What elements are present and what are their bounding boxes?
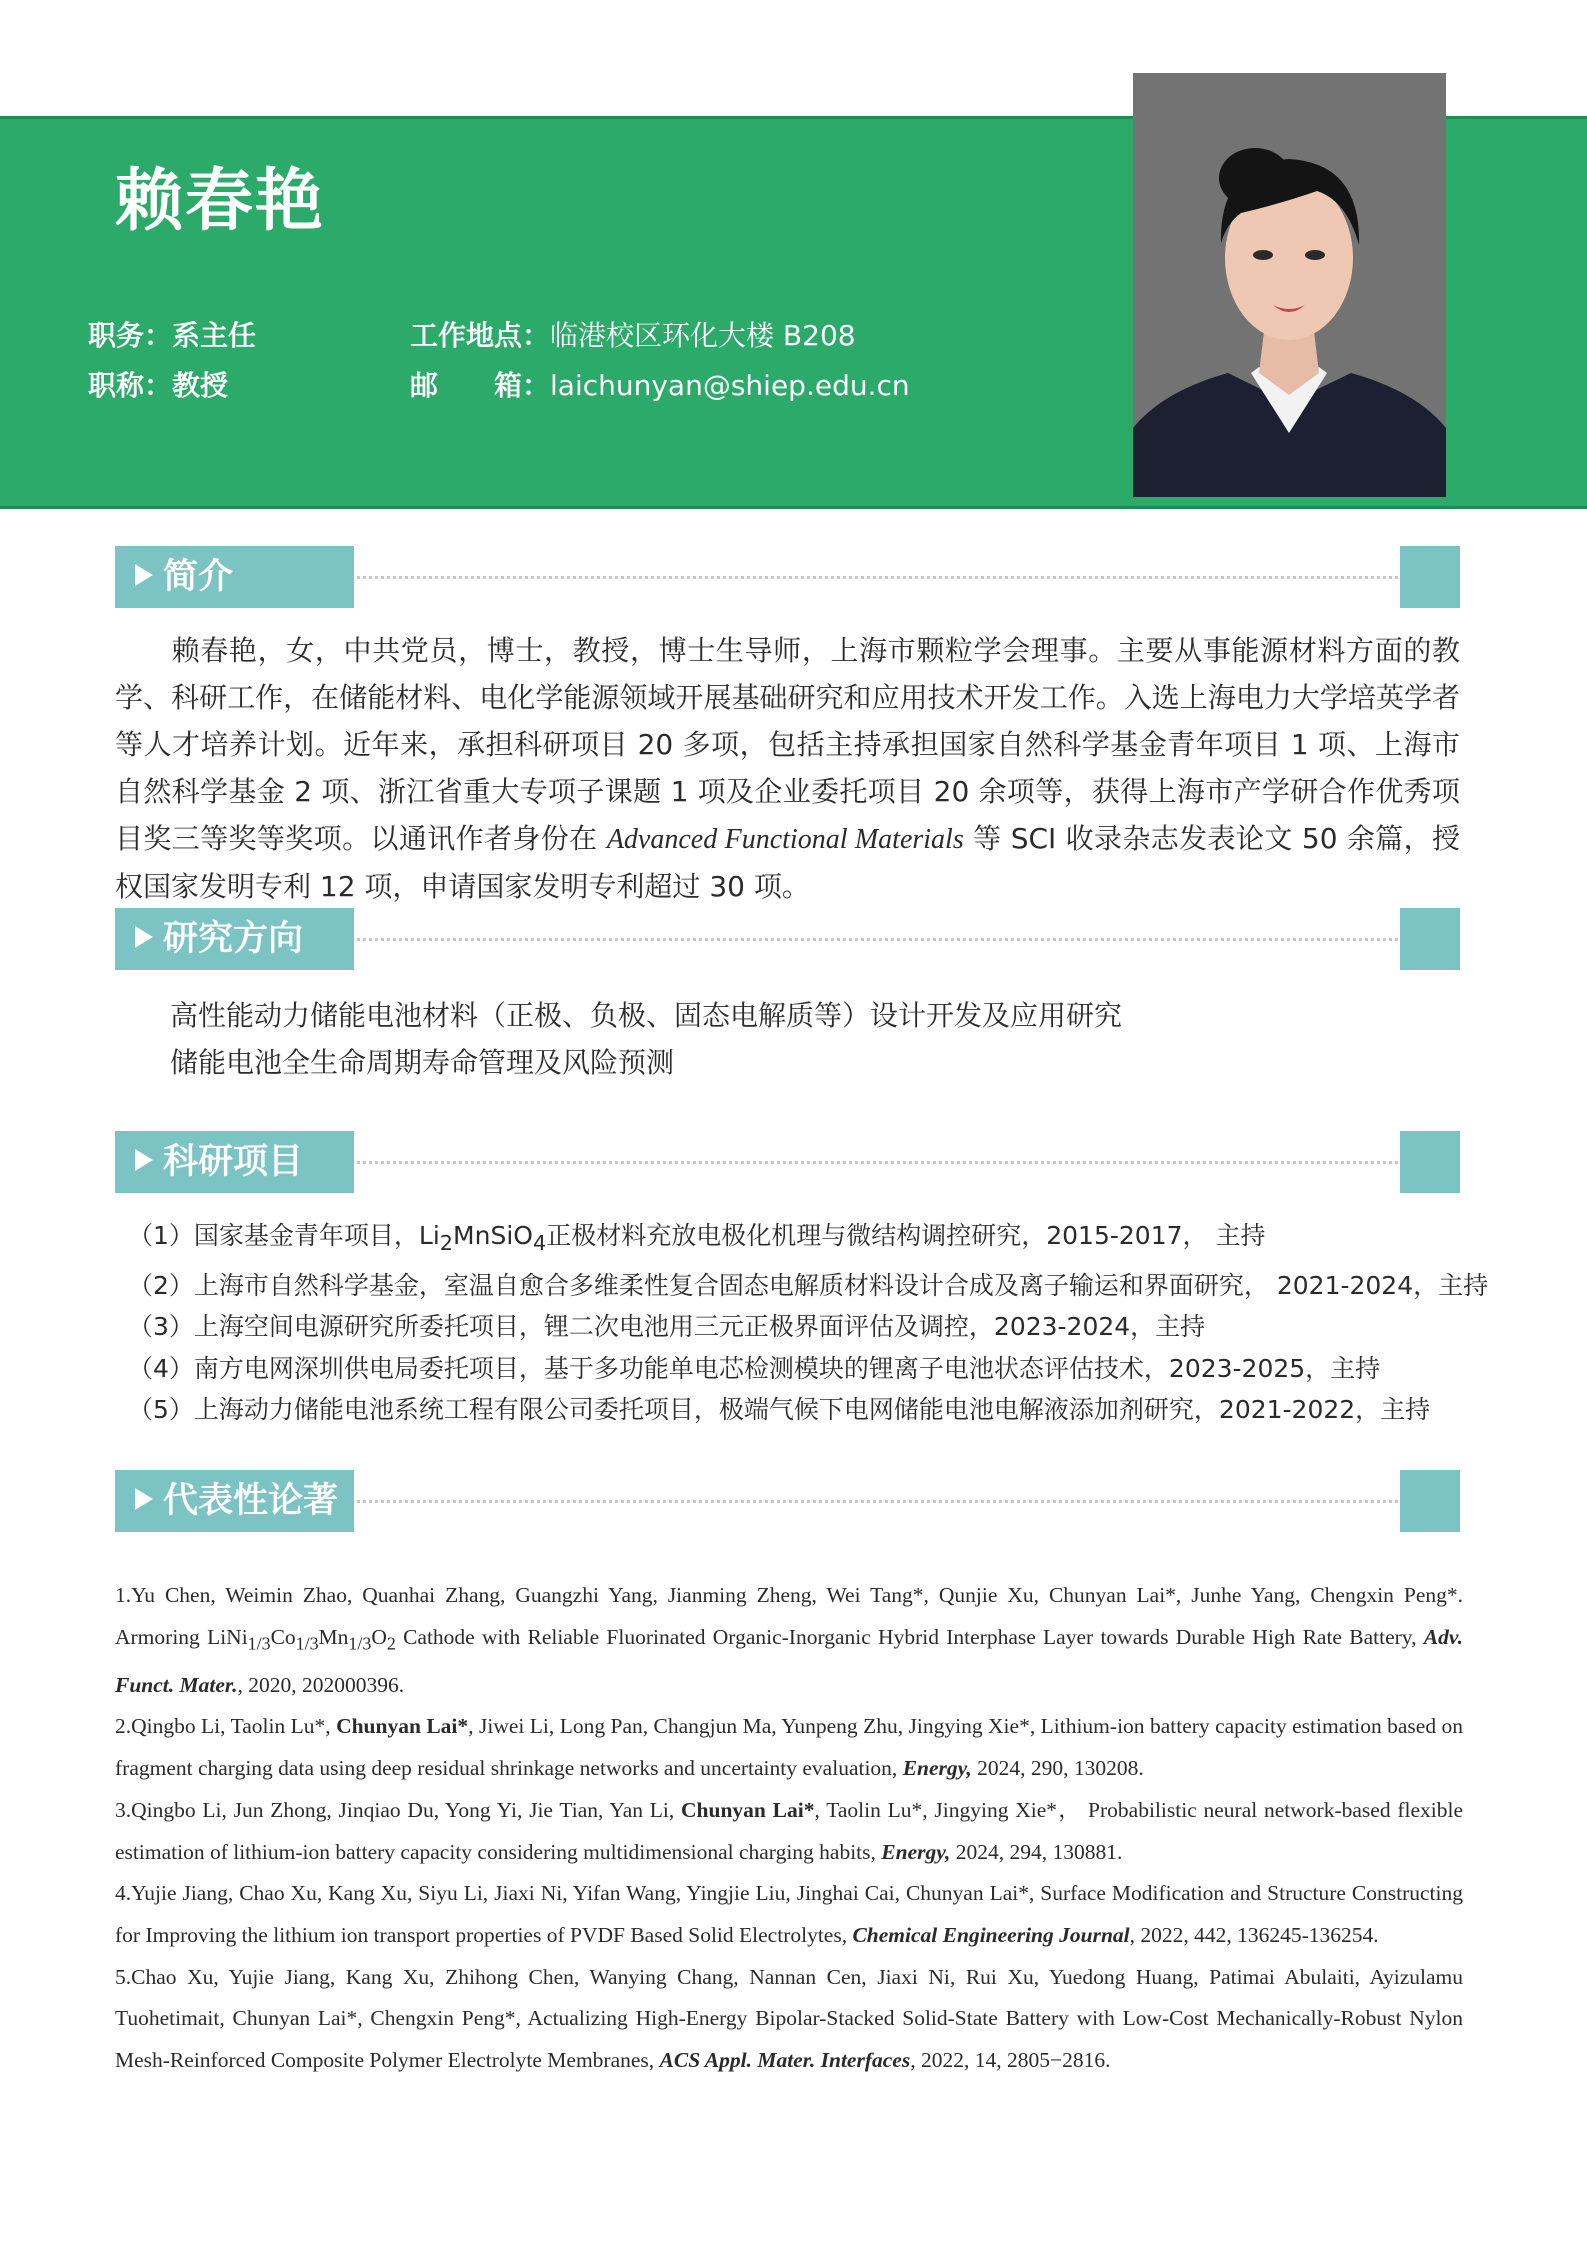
section-cap — [1400, 1470, 1460, 1532]
project-item: （2）上海市自然科学基金，室温自愈合多维柔性复合固态电解质材料设计合成及离子输运和界面研究， 2021-2024，主持 — [128, 1270, 1489, 1300]
section-title: 代表性论著 — [163, 1481, 339, 1521]
triangle-icon — [135, 926, 153, 948]
title-label: 职称： — [88, 369, 173, 402]
section-cap — [1400, 908, 1460, 970]
project-item: （3）上海空间电源研究所委托项目，锂二次电池用三元正极界面评估及调控，2023-2024，主持 — [128, 1312, 1206, 1341]
section-title: 科研项目 — [163, 1142, 304, 1182]
journal-name: Chemical Engineering Journal — [852, 1922, 1130, 1947]
intro-text-before: 赖春艳，女，中共党员，博士，教授，博士生导师，上海市颗粒学会理事。主要从事能源材料方面的教学、科研工作，在储能材料、电化学能源领域开展基础研究和应用技术开发工作。入选上海电力大学培英学者等人才培养计划。近年来，承担科研项目 20 多项，包括主持承担国家自然科学基金青年项目 1 项、上海市自然科学基金 2 项、浙江省重大专项子课题 1 项及企业委托项目 20 余项等，获得上海市产学研合作优秀项目奖三等奖等奖项。以通讯作者身份在 — [115, 634, 1460, 855]
research-item: 高性能动力储能电池材料（正极、负极、固态电解质等）设计开发及应用研究 — [170, 999, 1123, 1032]
triangle-icon — [135, 1488, 153, 1510]
section-header-publications — [115, 1470, 1460, 1532]
publication-item: 1.Yu Chen, Weimin Zhao, Quanhai Zhang, Guangzhi Yang, Jianming Zheng, Wei Tang*, Qunjie Xu, Chunyan Lai*, Junhe Yang, Chengxin Peng*. Armoring $LiNi_{1/3}Co_{1/3}Mn_{1/3}O_2$ Cathode with Reliable Fluorinated Organic-Inorganic Hybrid Interphase Layer towards Durable High Rate Battery, Adv. Funct. Mater., 2020, 202000396. — [115, 1583, 1463, 1697]
position-info — [88, 319, 257, 352]
intro-journal: Advanced Functional Materials — [606, 824, 964, 855]
publication-list — [115, 1575, 1463, 2082]
project-item: （5）上海动力储能电池系统工程有限公司委托项目，极端气候下电网储能电池电解液添加剂研究，2021-2022，主持 — [128, 1395, 1431, 1424]
dotted-divider — [357, 1161, 1398, 1164]
section-cap — [1400, 546, 1460, 608]
research-list — [170, 992, 1122, 1086]
publication-item: 4.Yujie Jiang, Chao Xu, Kang Xu, Siyu Li, Jiaxi Ni, Yifan Wang, Yingjie Liu, Jinghai Cai, Chunyan Lai*, Surface Modification and Structure Constructing for Improving the lithium ion transport properties of PVDF Based Solid Electrolytes, Chemical Engineering Journal, 2022, 442, 136245-136254. — [115, 1881, 1463, 1947]
location-value: 临港校区环化大楼 B208 — [550, 319, 856, 352]
position-label: 职务： — [88, 319, 173, 352]
publication-item: 2.Qingbo Li, Taolin Lu*, Chunyan Lai*, Jiwei Li, Long Pan, Changjun Ma, Yunpeng Zhu, Jingying Xie*, Lithium-ion battery capacity estimation based on fragment charging data using deep residual shrinkage networks and uncertainty evaluation, Energy, 2024, 290, 130208. — [115, 1714, 1464, 1781]
highlighted-author: Chunyan Lai* — [336, 1714, 469, 1739]
section-header-projects — [115, 1131, 1460, 1193]
project-item: （1）国家基金青年项目，$Li_2MnSiO_4$正极材料充放电极化机理与微结构调控研究，2015-2017， 主持 — [128, 1221, 1266, 1255]
journal-name: Energy, — [881, 1839, 951, 1864]
section-title: 研究方向 — [163, 919, 304, 959]
portrait-illustration — [1133, 73, 1446, 497]
position-value: 系主任 — [172, 319, 257, 352]
section-header-research — [115, 908, 1460, 970]
publication-item: 3.Qingbo Li, Jun Zhong, Jinqiao Du, Yong Yi, Jie Tian, Yan Li, Chunyan Lai*, Taolin Lu*, Jingying Xie*， Probabilistic neural network-based flexible estimation of lithium-ion battery capacity considering multidimensional charging habits, Energy, 2024, 294, 130881. — [115, 1797, 1463, 1864]
dotted-divider — [357, 938, 1398, 941]
email-label: 邮 箱： — [410, 369, 551, 402]
location-label: 工作地点： — [410, 319, 551, 352]
intro-paragraph — [115, 627, 1460, 910]
dotted-divider — [357, 1500, 1398, 1503]
journal-name: ACS Appl. Mater. Interfaces — [659, 2048, 911, 2073]
section-title: 简介 — [163, 557, 234, 597]
profile-photo — [1133, 73, 1446, 497]
project-list — [128, 1215, 1488, 1431]
project-item: （4）南方电网深圳供电局委托项目，基于多功能单电芯检测模块的锂离子电池状态评估技术，2023-2025，主持 — [128, 1353, 1381, 1383]
person-name: 赖春艳 — [115, 162, 326, 241]
intro-text-after: 等 SCI 收录杂志发表论文 50 余篇，授权国家发明专利 12 项，申请国家发明专利超过 30 项。 — [115, 822, 1461, 903]
location-info — [410, 319, 856, 352]
email-value: laichunyan@shiep.edu.cn — [550, 369, 910, 402]
section-header-intro — [115, 546, 1460, 608]
journal-name: Energy, — [902, 1756, 972, 1781]
triangle-icon — [135, 1149, 153, 1171]
title-info — [88, 369, 229, 402]
email-info — [410, 369, 910, 402]
research-item: 储能电池全生命周期寿命管理及风险预测 — [170, 1046, 675, 1079]
section-cap — [1400, 1131, 1460, 1193]
dotted-divider — [357, 576, 1398, 579]
journal-name: Adv. Funct. Mater. — [115, 1624, 1463, 1697]
publication-item: 5.Chao Xu, Yujie Jiang, Kang Xu, Zhihong Chen, Wanying Chang, Nannan Cen, Jiaxi Ni, Rui Xu, Yuedong Huang, Patimai Abulaiti, Ayizulamu Tuohetimait, Chunyan Lai*, Chengxin Peng*, Actualizing High-Energy Bipolar-Stacked Solid-State Battery with Low-Cost Mechanically-Robust Nylon Mesh-Reinforced Composite Polymer Electrolyte Membranes, ACS Appl. Mater. Interfaces, 2022, 14, 2805−2816. — [115, 1964, 1463, 2073]
highlighted-author: Chunyan Lai* — [681, 1797, 815, 1822]
triangle-icon — [135, 564, 153, 586]
title-value: 教授 — [172, 369, 229, 402]
